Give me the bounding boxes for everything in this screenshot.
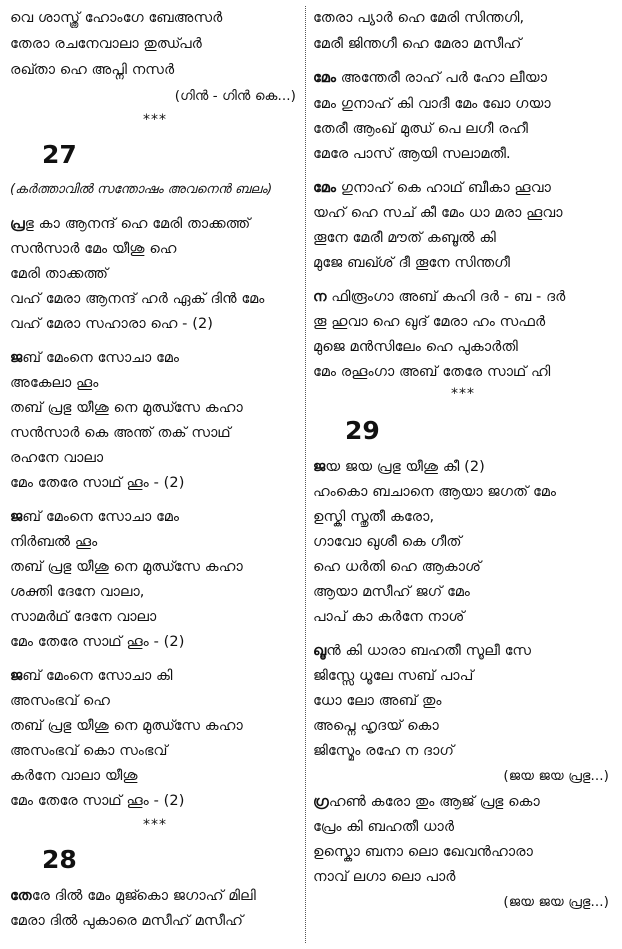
stanza-first-line-text: ഗുനാഹ് കെ ഹാഥ് ബീകാ ഹൂവാ: [336, 180, 551, 196]
verse-line: സൻസാർ കെ അന്ത് തക് സാഥ്: [10, 425, 231, 441]
verse-line: സാമർഥ് ദേനേ വാലാ: [10, 609, 157, 625]
verse-line: മേം ഗുനാഹ് കി വാദീ മേം ഖോ ഗയാ: [313, 96, 551, 112]
stanza-first-line-text: ബ് മേംനെ സോചാ കി: [22, 668, 173, 684]
verse-line: രഖ്താ ഹെ അപ്നി നസർ: [10, 62, 175, 78]
verse-line: ശക്തി ദേനേ വാലാ,: [10, 584, 145, 600]
stanza-initial: ജ: [10, 668, 23, 684]
verse-line: ജിസ്സേ ധൂലേ സബ് പാപ്: [313, 668, 474, 684]
verse-line: ഉസ്കൊ ബനാ ലൊ ഖേവൻഹാരാ: [313, 844, 533, 860]
verse-line: തേരാ പ്യാർ ഹെ മേരി സിന്തഗി,: [313, 10, 525, 26]
verse-line: ഹെ ധർതി ഹെ ആകാശ്: [313, 559, 482, 575]
verse-line: രഹനേ വാലാ: [10, 450, 104, 466]
stanza-first-line-text: രേ ദിൽ മേം മുജ്കൊ ജഗാഹ് മിലി: [31, 888, 256, 904]
verse-line: തൂ ഹുവാ ഹെ ഖുദ് മേരാ ഹം സഫർ: [313, 314, 546, 330]
verse-line: തബ് പ്രഭു യീശു നെ മുഝ്സേ കഹാ: [10, 559, 243, 575]
verse-line: മുജേ ബഖ്ശ് ദീ തൂനേ സിന്തഗീ: [313, 255, 511, 271]
song-subtitle: (കർത്താവിൽ സന്തോഷം അവനെൻ ബലം): [10, 182, 273, 197]
stanza-first-line-text: ഫിരൂംഗാ അബ് കഹി ദർ - ബ - ദർ: [326, 289, 566, 305]
stanza-first-line-text: അന്തേരീ രാഹ് പർ ഹോ ലീയാ: [336, 70, 548, 86]
verse-line: മേം രഹൂംഗാ അബ് തേരേ സാഥ് ഹി: [313, 364, 551, 380]
verse-line: ഹംകൊ ബചാനെ ആയാ ജഗത് മേം: [313, 484, 556, 500]
stanza-first-line-text: ഹൺ കരോ തും ആജ് പ്രഭു കൊ: [328, 794, 540, 810]
stanza-first-line-text: ബ് മേംനെ സോചാ മേം: [22, 350, 180, 366]
verse-line: വെ ശാസ്ത്ര് ഹോംഗേ ബേഅസർ: [10, 10, 223, 26]
column-divider: [305, 6, 306, 943]
stanza-first-line: [10, 214, 300, 234]
stanza-first-line: [10, 348, 300, 368]
stanza-initial: തേ: [10, 888, 32, 904]
verse-line: മേരീ ജിന്തഗീ ഹെ മേരാ മസീഹ്: [313, 36, 522, 52]
verse-line: ഗാവോ ഖുശീ കെ ഗീത്: [313, 534, 462, 550]
stanza-first-line-text: യ ജയ പ്രഭു യീശു കീ (2): [325, 459, 485, 475]
stanza-first-line: [313, 457, 613, 477]
stanza-initial: മേം: [313, 180, 337, 196]
refrain-label: (ജയ ജയ പ്രഭു...): [503, 768, 609, 784]
verse-line: നാവ് ലഗാ ലൊ പാർ: [313, 869, 456, 885]
verse-line: സൻസാർ മേം യീശു ഹെ: [10, 241, 177, 257]
verse-line: മേം തേരേ സാഥ് ഹൂം - (2): [10, 793, 185, 809]
section-separator: ***: [451, 386, 475, 402]
stanza-initial: ജ: [10, 509, 23, 525]
stanza-initial: ഗ്ര: [313, 794, 329, 810]
stanza-first-line-text: ൻ കി ധാരാ ബഹതീ സൂലീ സേ: [326, 643, 532, 659]
right-column: [313, 0, 613, 949]
refrain-label: (ഗിൻ - ഗിൻ കെ...): [174, 88, 296, 104]
song-number: 27: [42, 140, 77, 169]
stanza-first-line: [313, 792, 613, 812]
verse-line: കർനേ വാലാ യീശു: [10, 768, 138, 784]
verse-line: തേരീ ആംഖ് മുഝ് പെ ലഗീ രഹീ: [313, 121, 529, 137]
verse-line: പാപ് കാ കർനേ നാശ്: [313, 609, 465, 625]
verse-line: മേം തേരേ സാഥ് ഹൂം - (2): [10, 634, 185, 650]
verse-line: തേരാ രചനേവാലാ തുഝ്പർ: [10, 36, 202, 52]
verse-line: നിർബൽ ഹൂം: [10, 534, 98, 550]
song-number: 28: [42, 845, 77, 874]
stanza-initial: മേം: [313, 70, 337, 86]
stanza-initial: ജ: [10, 350, 23, 366]
verse-line: മേരി താക്കത്ത്: [10, 266, 109, 282]
stanza-first-line: [313, 287, 613, 307]
verse-line: തൂനേ മേരീ മൗത് കബൂൽ കി: [313, 230, 496, 246]
refrain-label: (ജയ ജയ പ്രഭു...): [503, 894, 609, 910]
verse-line: ധോ ലോ അബ് തും: [313, 693, 442, 709]
left-column: [10, 0, 300, 949]
verse-line: മേം തേരേ സാഥ് ഹൂം - (2): [10, 475, 185, 491]
verse-line: അകേലാ ഹൂം: [10, 375, 99, 391]
stanza-first-line-text: ഭു കാ ആനന്ദ് ഹെ മേരി താക്കത്ത്: [24, 216, 251, 232]
verse-line: മുജെ മൻസിലേം ഹെ പുകാർതി: [313, 339, 518, 355]
verse-line: അസംഭവ് ഹെ: [10, 693, 110, 709]
verse-line: പ്രേം കി ബഹതീ ധാർ: [313, 819, 455, 835]
stanza-first-line: [10, 507, 300, 527]
song-number: 29: [345, 416, 380, 445]
stanza-first-line-text: ബ് മേംനെ സോചാ മേം: [22, 509, 180, 525]
verse-line: മേരാ ദിൽ പുകാരെ മസീഹ് മസീഹ്: [10, 913, 244, 929]
stanza-first-line: [313, 68, 613, 88]
verse-line: വഹ് മേരാ ആനന്ദ് ഹർ ഏക് ദിൻ മേം: [10, 291, 265, 307]
verse-line: യഹ് ഹെ സച് കീ മേം ധാ മരാ ഹൂവാ: [313, 205, 563, 221]
stanza-initial: ഖൂ: [313, 643, 327, 659]
stanza-initial: ജ: [313, 459, 326, 475]
section-separator: ***: [143, 817, 167, 833]
section-separator: ***: [143, 112, 167, 128]
verse-line: ആയാ മസീഹ് ജഗ് മേം: [313, 584, 470, 600]
verse-line: അപ്നെ ഹൃദയ് കൊ: [313, 718, 439, 734]
verse-line: തബ് പ്രഭു യീശു നെ മുഝ്സേ കഹാ: [10, 400, 243, 416]
verse-line: ജിസ്മേം രഹേ ന ദാഗ്: [313, 743, 455, 759]
verse-line: തബ് പ്രഭു യീശു നെ മുഝ്സേ കഹാ: [10, 718, 243, 734]
verse-line: മേരേ പാസ് ആയി സലാമതീ.: [313, 146, 511, 162]
stanza-first-line: [10, 886, 300, 906]
stanza-first-line: [10, 666, 300, 686]
verse-line: വഹ് മേരാ സഹാരാ ഹെ - (2): [10, 316, 214, 332]
stanza-first-line: [313, 641, 613, 661]
verse-line: അസംഭവ് കൊ സംഭവ്: [10, 743, 168, 759]
stanza-initial: ന: [313, 289, 327, 305]
verse-line: ഉസ്കി സ്തുതീ കരോ,: [313, 509, 435, 525]
stanza-initial: പ്ര: [10, 216, 25, 232]
stanza-first-line: [313, 178, 613, 198]
